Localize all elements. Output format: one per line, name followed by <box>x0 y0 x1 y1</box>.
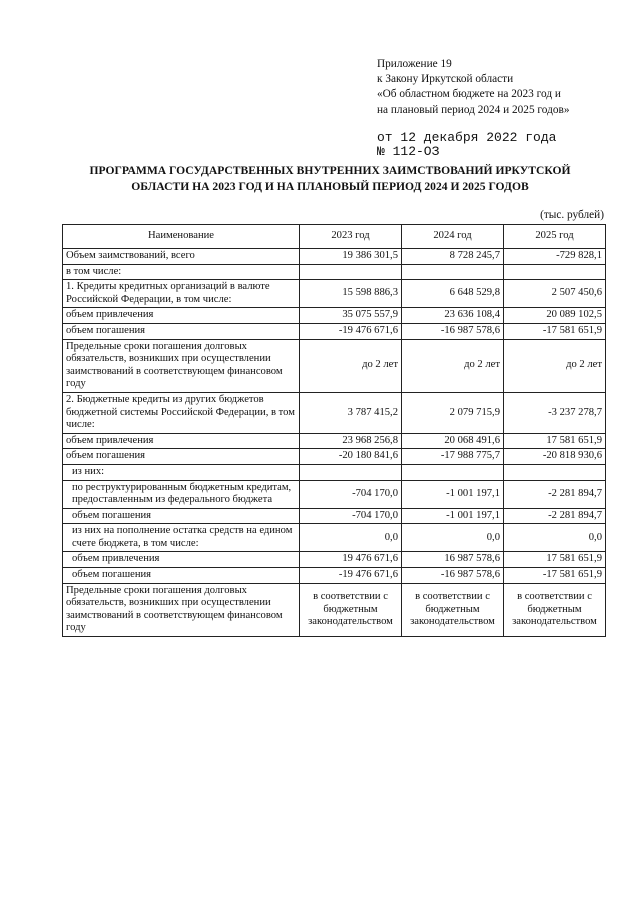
row-label: из них: <box>63 464 300 480</box>
value-2023: 35 075 557,9 <box>300 308 402 324</box>
value-2025: в соответствии с бюджетным законодательством <box>504 583 606 636</box>
value-2023: -19 476 671,6 <box>300 323 402 339</box>
value-2023: -704 170,0 <box>300 508 402 524</box>
unit-label: (тыс. рублей) <box>540 209 604 221</box>
value-2025: до 2 лет <box>504 339 606 392</box>
value-2024: -1 001 197,1 <box>402 508 504 524</box>
value-2024: 2 079 715,9 <box>402 392 504 433</box>
row-label: объем погашения <box>63 449 300 465</box>
header-2023: 2023 год <box>300 225 402 249</box>
table-row <box>63 552 606 568</box>
value-2024: 0,0 <box>402 524 504 552</box>
value-2025: 20 089 102,5 <box>504 308 606 324</box>
table-row <box>63 392 606 433</box>
row-label: в том числе: <box>63 264 300 280</box>
value-2023: 15 598 886,3 <box>300 280 402 308</box>
value-2024 <box>402 264 504 280</box>
document-title <box>60 163 600 195</box>
value-2024: до 2 лет <box>402 339 504 392</box>
appendix-line-3: «Об областном бюджете на 2023 год и <box>377 88 561 101</box>
value-2024: -1 001 197,1 <box>402 480 504 508</box>
row-label: объем погашения <box>63 508 300 524</box>
decree-block <box>377 131 556 159</box>
table-row <box>63 339 606 392</box>
row-label: 2. Бюджетные кредиты из других бюджетов бюджетной системы Российской Федерации, в том числе: <box>63 392 300 433</box>
decree-date: от 12 декабря 2022 года <box>377 130 557 145</box>
table-row <box>63 249 606 265</box>
value-2023: в соответствии с бюджетным законодательством <box>300 583 402 636</box>
row-label: по реструктурированным бюджетным кредитам, предоставленным из федерального бюджета <box>63 480 300 508</box>
value-2025: -17 581 651,9 <box>504 568 606 584</box>
value-2025: -729 828,1 <box>504 249 606 265</box>
value-2025: -2 281 894,7 <box>504 508 606 524</box>
table-row <box>63 433 606 449</box>
header-name: Наименование <box>63 225 300 249</box>
value-2025: -17 581 651,9 <box>504 323 606 339</box>
table-row <box>63 308 606 324</box>
row-label: 1. Кредиты кредитных организаций в валюте Российской Федерации, в том числе: <box>63 280 300 308</box>
value-2024: 23 636 108,4 <box>402 308 504 324</box>
value-2023: 0,0 <box>300 524 402 552</box>
table-row <box>63 524 606 552</box>
value-2025 <box>504 464 606 480</box>
row-label: объем привлечения <box>63 308 300 324</box>
value-2024: -16 987 578,6 <box>402 323 504 339</box>
appendix-block <box>377 57 569 118</box>
table-row <box>63 280 606 308</box>
value-2025: -2 281 894,7 <box>504 480 606 508</box>
value-2024: -16 987 578,6 <box>402 568 504 584</box>
value-2023 <box>300 464 402 480</box>
table-row <box>63 264 606 280</box>
value-2024: 20 068 491,6 <box>402 433 504 449</box>
row-label: Предельные сроки погашения долговых обязательств, возникших при осуществлении заимствований в соответствующем финансовом году <box>63 583 300 636</box>
header-2024: 2024 год <box>402 225 504 249</box>
value-2024: в соответствии с бюджетным законодательством <box>402 583 504 636</box>
table-row <box>63 323 606 339</box>
table-row <box>63 508 606 524</box>
table-header-row <box>63 225 606 249</box>
appendix-line-1: Приложение 19 <box>377 58 452 70</box>
table-row <box>63 480 606 508</box>
value-2023: до 2 лет <box>300 339 402 392</box>
value-2023: 3 787 415,2 <box>300 392 402 433</box>
title-line-2: ОБЛАСТИ НА 2023 ГОД И НА ПЛАНОВЫЙ ПЕРИОД 2024 И 2025 ГОДОВ <box>131 180 529 193</box>
table-row <box>63 568 606 584</box>
row-label: объем привлечения <box>63 552 300 568</box>
table-row <box>63 449 606 465</box>
value-2025: 0,0 <box>504 524 606 552</box>
value-2025: 2 507 450,6 <box>504 280 606 308</box>
title-line-1: ПРОГРАММА ГОСУДАРСТВЕННЫХ ВНУТРЕННИХ ЗАИМСТВОВАНИЙ ИРКУТСКОЙ <box>89 164 571 177</box>
value-2025: -20 818 930,6 <box>504 449 606 465</box>
row-label: Предельные сроки погашения долговых обязательств, возникших при осуществлении заимствований в соответствующем финансовом году <box>63 339 300 392</box>
value-2024: 8 728 245,7 <box>402 249 504 265</box>
value-2024: 16 987 578,6 <box>402 552 504 568</box>
value-2023: 19 386 301,5 <box>300 249 402 265</box>
value-2023: 23 968 256,8 <box>300 433 402 449</box>
value-2025: -3 237 278,7 <box>504 392 606 433</box>
value-2023: -19 476 671,6 <box>300 568 402 584</box>
value-2024: -17 988 775,7 <box>402 449 504 465</box>
value-2024: 6 648 529,8 <box>402 280 504 308</box>
appendix-line-2: к Закону Иркутской области <box>377 73 514 86</box>
header-2025: 2025 год <box>504 225 606 249</box>
value-2025 <box>504 264 606 280</box>
decree-number: № 112-ОЗ <box>377 144 440 159</box>
value-2023: -704 170,0 <box>300 480 402 508</box>
value-2023: -20 180 841,6 <box>300 449 402 465</box>
row-label: объем привлечения <box>63 433 300 449</box>
value-2025: 17 581 651,9 <box>504 552 606 568</box>
appendix-line-4: на плановый период 2024 и 2025 годов» <box>377 103 570 116</box>
row-label: объем погашения <box>63 568 300 584</box>
row-label: объем погашения <box>63 323 300 339</box>
table-row <box>63 583 606 636</box>
borrowing-program-table <box>62 224 606 637</box>
value-2023: 19 476 671,6 <box>300 552 402 568</box>
value-2024 <box>402 464 504 480</box>
row-label: из них на пополнение остатка средств на едином счете бюджета, в том числе: <box>63 524 300 552</box>
row-label: Объем заимствований, всего <box>63 249 300 265</box>
table-row <box>63 464 606 480</box>
value-2025: 17 581 651,9 <box>504 433 606 449</box>
value-2023 <box>300 264 402 280</box>
